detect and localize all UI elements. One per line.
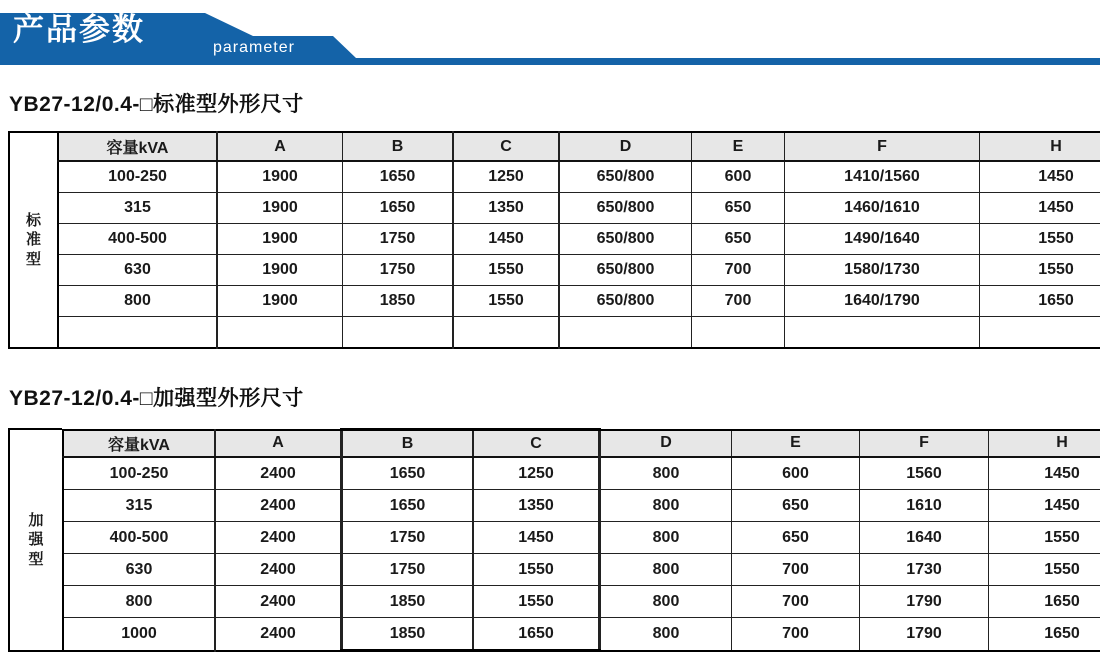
table-cell: 1650 xyxy=(342,457,474,490)
table-cell xyxy=(343,317,454,349)
table-cell: 650/800 xyxy=(559,161,692,193)
table-cell: 1900 xyxy=(217,286,343,317)
table-row xyxy=(63,457,1100,490)
table-row xyxy=(63,586,1100,618)
column-header: B xyxy=(342,430,474,458)
column-header: H xyxy=(980,132,1100,161)
table-row xyxy=(58,193,1100,224)
table-cell: 1640 xyxy=(860,522,989,554)
table-cell: 1000 xyxy=(63,618,215,651)
table-cell: 1550 xyxy=(980,255,1100,286)
table-cell: 800 xyxy=(600,457,732,490)
table-cell: 1900 xyxy=(217,193,343,224)
table-cell: 2400 xyxy=(215,490,342,522)
banner-title: 产品参数 xyxy=(13,12,145,47)
table-cell: 800 xyxy=(600,554,732,586)
table-row xyxy=(58,255,1100,286)
table-cell xyxy=(217,317,343,349)
table-cell: 650 xyxy=(692,224,785,255)
table-cell: 1250 xyxy=(453,161,559,193)
column-header: D xyxy=(600,430,732,458)
table-cell: 2400 xyxy=(215,618,342,651)
header-row xyxy=(63,430,1100,458)
column-header: E xyxy=(692,132,785,161)
table-cell: 1410/1560 xyxy=(785,161,980,193)
table-cell: 1550 xyxy=(980,224,1100,255)
table-cell: 650/800 xyxy=(559,255,692,286)
table-cell: 1790 xyxy=(860,618,989,651)
table-cell xyxy=(559,317,692,349)
table-cell: 1750 xyxy=(343,255,454,286)
table-cell xyxy=(453,317,559,349)
table-cell: 315 xyxy=(58,193,217,224)
side-label-text: 标准型 xyxy=(25,211,41,268)
table-row xyxy=(58,224,1100,255)
column-header: 容量kVA xyxy=(58,132,217,161)
reinforced-table-wrap xyxy=(8,428,1092,652)
table-cell: 800 xyxy=(600,618,732,651)
table-cell: 1450 xyxy=(989,490,1100,522)
column-header: H xyxy=(989,430,1100,458)
column-header: 容量kVA xyxy=(63,430,215,458)
table-cell xyxy=(980,317,1100,349)
table-cell: 1550 xyxy=(989,554,1100,586)
table-cell: 100-250 xyxy=(63,457,215,490)
table-cell: 1750 xyxy=(342,522,474,554)
table-cell: 800 xyxy=(600,522,732,554)
table-cell: 1640/1790 xyxy=(785,286,980,317)
table-cell: 2400 xyxy=(215,457,342,490)
table-cell: 1450 xyxy=(473,522,600,554)
table-cell: 1850 xyxy=(343,286,454,317)
table-cell: 1650 xyxy=(343,161,454,193)
table-cell: 1750 xyxy=(343,224,454,255)
table-cell: 800 xyxy=(600,586,732,618)
table-cell: 630 xyxy=(58,255,217,286)
column-header: D xyxy=(559,132,692,161)
table-cell: 1350 xyxy=(453,193,559,224)
table-cell: 700 xyxy=(692,286,785,317)
table-cell: 650 xyxy=(692,193,785,224)
table-cell: 1560 xyxy=(860,457,989,490)
table-cell: 1450 xyxy=(980,161,1100,193)
table-cell: 800 xyxy=(600,490,732,522)
table-cell: 1650 xyxy=(980,286,1100,317)
table-cell: 800 xyxy=(63,586,215,618)
table-cell: 1450 xyxy=(989,457,1100,490)
table-cell: 600 xyxy=(732,457,860,490)
table-cell: 1250 xyxy=(473,457,600,490)
table-cell: 315 xyxy=(63,490,215,522)
table-cell: 1900 xyxy=(217,255,343,286)
side-label-standard xyxy=(8,131,57,349)
table-cell: 700 xyxy=(732,586,860,618)
table-cell: 1450 xyxy=(453,224,559,255)
table-row xyxy=(63,522,1100,554)
column-header: E xyxy=(732,430,860,458)
side-label-reinforced xyxy=(8,428,62,652)
table-row xyxy=(58,161,1100,193)
table-cell: 630 xyxy=(63,554,215,586)
table-cell: 650 xyxy=(732,490,860,522)
table-cell: 650/800 xyxy=(559,224,692,255)
table-cell: 1580/1730 xyxy=(785,255,980,286)
table-cell: 650/800 xyxy=(559,286,692,317)
table-cell: 1650 xyxy=(343,193,454,224)
table-cell: 700 xyxy=(732,618,860,651)
standard-dimensions-table xyxy=(57,131,1100,349)
table-cell: 2400 xyxy=(215,522,342,554)
table-cell: 1900 xyxy=(217,161,343,193)
column-header: F xyxy=(785,132,980,161)
section-reinforced xyxy=(0,386,1100,652)
table-cell: 1550 xyxy=(453,255,559,286)
table-cell xyxy=(785,317,980,349)
table-row xyxy=(63,618,1100,651)
table-cell: 100-250 xyxy=(58,161,217,193)
table-row xyxy=(63,554,1100,586)
column-header: C xyxy=(473,430,600,458)
table-cell: 800 xyxy=(58,286,217,317)
table-cell xyxy=(58,317,217,349)
table-cell: 650/800 xyxy=(559,193,692,224)
banner-shape xyxy=(0,0,1100,66)
table-cell: 1650 xyxy=(473,618,600,651)
column-header: C xyxy=(453,132,559,161)
reinforced-dimensions-table xyxy=(62,428,1100,652)
table-cell: 700 xyxy=(732,554,860,586)
table-cell: 1730 xyxy=(860,554,989,586)
banner-subtitle: parameter xyxy=(213,39,295,56)
column-header: A xyxy=(215,430,342,458)
table-cell xyxy=(692,317,785,349)
table-row xyxy=(63,490,1100,522)
table-cell: 1850 xyxy=(342,618,474,651)
header-row xyxy=(58,132,1100,161)
table-row xyxy=(58,286,1100,317)
table-cell: 1460/1610 xyxy=(785,193,980,224)
table-cell: 1750 xyxy=(342,554,474,586)
table-row xyxy=(58,317,1100,349)
table-cell: 700 xyxy=(692,255,785,286)
banner xyxy=(0,0,1100,66)
column-header: F xyxy=(860,430,989,458)
table-cell: 400-500 xyxy=(63,522,215,554)
table-cell: 1900 xyxy=(217,224,343,255)
table-cell: 1790 xyxy=(860,586,989,618)
table-cell: 650 xyxy=(732,522,860,554)
side-label-text: 加强型 xyxy=(28,511,44,568)
table-cell: 1550 xyxy=(989,522,1100,554)
standard-table-wrap xyxy=(8,131,1092,349)
table-cell: 1490/1640 xyxy=(785,224,980,255)
table-cell: 1550 xyxy=(473,586,600,618)
section-title-standard: YB27-12/0.4-□标准型外形尺寸 xyxy=(9,93,304,116)
table-cell: 1550 xyxy=(453,286,559,317)
table-cell: 2400 xyxy=(215,554,342,586)
table-cell: 1450 xyxy=(980,193,1100,224)
table-cell: 1550 xyxy=(473,554,600,586)
column-header: A xyxy=(217,132,343,161)
table-cell: 2400 xyxy=(215,586,342,618)
column-header: B xyxy=(343,132,454,161)
table-cell: 1650 xyxy=(989,586,1100,618)
table-cell: 1350 xyxy=(473,490,600,522)
section-title-reinforced: YB27-12/0.4-□加强型外形尺寸 xyxy=(9,387,304,410)
section-standard xyxy=(0,92,1100,349)
table-cell: 1650 xyxy=(342,490,474,522)
table-cell: 1850 xyxy=(342,586,474,618)
table-cell: 1610 xyxy=(860,490,989,522)
table-cell: 400-500 xyxy=(58,224,217,255)
table-cell: 1650 xyxy=(989,618,1100,651)
table-cell: 600 xyxy=(692,161,785,193)
